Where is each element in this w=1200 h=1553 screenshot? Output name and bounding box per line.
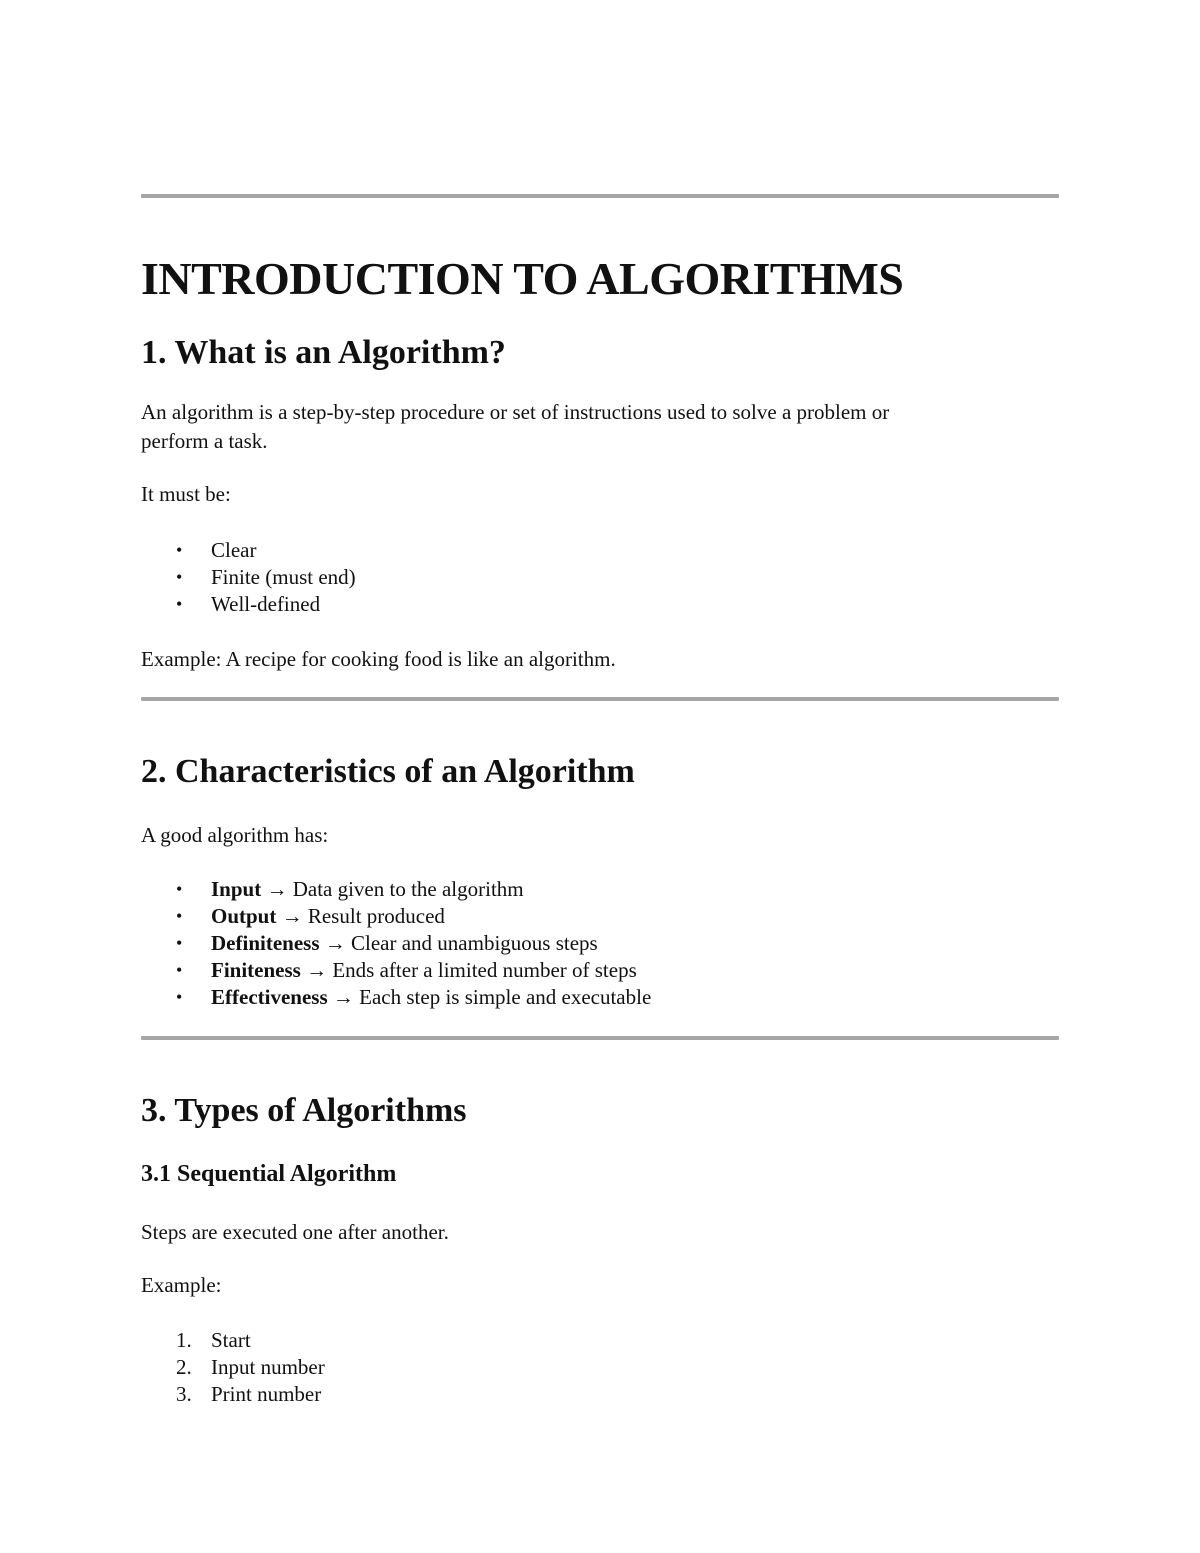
section-2-bullet-list xyxy=(141,876,651,1011)
bullet-icon: • xyxy=(176,987,183,1007)
bullet-icon: • xyxy=(176,879,183,899)
section-1-lead: It must be: xyxy=(141,482,231,506)
list-item-number: 3. xyxy=(176,1382,192,1406)
section-3-1-numbered-list xyxy=(141,1327,325,1408)
list-item xyxy=(141,591,356,618)
list-item xyxy=(141,537,356,564)
list-item xyxy=(141,957,651,984)
list-item xyxy=(141,1354,325,1381)
list-item-text: Print number xyxy=(211,1382,322,1406)
document-title: INTRODUCTION TO ALGORITHMS xyxy=(141,253,904,304)
list-item xyxy=(141,1381,325,1408)
section-1-example: Example: A recipe for cooking food is like an algorithm. xyxy=(141,647,616,671)
list-item-text: Start xyxy=(211,1328,251,1352)
bullet-icon: • xyxy=(176,960,183,980)
section-1-paragraph-line-2: perform a task. xyxy=(141,429,268,453)
list-item-desc: → Clear and unambiguous steps xyxy=(319,931,598,955)
list-item xyxy=(141,564,356,591)
section-3-heading: 3. Types of Algorithms xyxy=(141,1092,467,1129)
list-item-number: 1. xyxy=(176,1328,192,1352)
horizontal-rule xyxy=(141,697,1059,701)
list-item-desc: → Result produced xyxy=(276,904,445,928)
section-1-paragraph-line-1: An algorithm is a step-by-step procedure or set of instructions used to solve a problem or xyxy=(141,400,890,424)
list-item xyxy=(141,903,651,930)
section-1-bullet-list xyxy=(141,537,356,618)
list-item-text: Input number xyxy=(211,1355,325,1379)
section-2-lead: A good algorithm has: xyxy=(141,823,329,847)
section-3-1-description: Steps are executed one after another. xyxy=(141,1220,449,1244)
bullet-icon: • xyxy=(176,594,183,614)
list-item-number: 2. xyxy=(176,1355,192,1379)
list-item-text: Finite (must end) xyxy=(211,565,356,589)
section-3-1-example-label: Example: xyxy=(141,1273,222,1297)
list-item xyxy=(141,1327,325,1354)
list-item-term: Definiteness xyxy=(211,931,320,955)
list-item xyxy=(141,930,651,957)
horizontal-rule xyxy=(141,1036,1059,1040)
list-item-desc: → Data given to the algorithm xyxy=(261,877,524,901)
bullet-icon: • xyxy=(176,933,183,953)
list-item-text: Well-defined xyxy=(211,592,321,616)
list-item-desc: → Each step is simple and executable xyxy=(327,985,652,1009)
list-item xyxy=(141,984,651,1011)
list-item-term: Finiteness xyxy=(211,958,301,982)
list-item xyxy=(141,876,651,903)
horizontal-rule xyxy=(141,194,1059,198)
bullet-icon: • xyxy=(176,567,183,587)
section-2-heading: 2. Characteristics of an Algorithm xyxy=(141,753,635,790)
list-item-term: Input xyxy=(211,877,262,901)
section-1-heading: 1. What is an Algorithm? xyxy=(141,334,506,371)
section-3-1-heading: 3.1 Sequential Algorithm xyxy=(141,1161,397,1187)
list-item-desc: → Ends after a limited number of steps xyxy=(300,958,637,982)
bullet-icon: • xyxy=(176,906,183,926)
list-item-text: Clear xyxy=(211,538,257,562)
list-item-term: Effectiveness xyxy=(211,985,328,1009)
bullet-icon: • xyxy=(176,540,183,560)
list-item-term: Output xyxy=(211,904,277,928)
